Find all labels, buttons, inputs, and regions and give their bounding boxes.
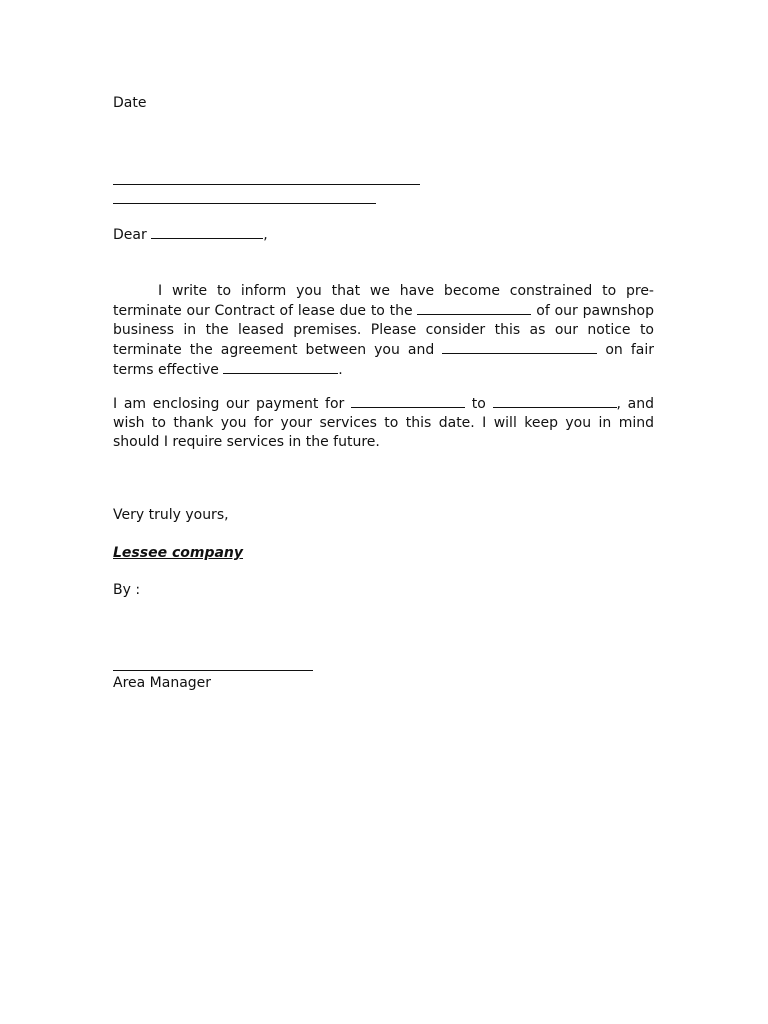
payment-from-blank [351,394,465,408]
party-blank [442,340,597,354]
effective-date-blank [223,360,338,374]
paragraph-payment [113,394,654,452]
paragraph-payment-text-2: to [471,396,486,412]
paragraph-notice [113,282,654,380]
recipient-name-line [113,184,420,185]
salutation [113,225,268,245]
signatory-title: Area Manager [113,675,212,691]
reason-blank [417,301,531,315]
salutation-name-blank [151,225,263,239]
closing: Very truly yours, [113,507,229,523]
paragraph-notice-text-3: on fair terms effective [113,342,654,378]
company-name: Lessee company [113,545,244,561]
paragraph-notice-text-2: of our pawnshop business in the leased premises. Please consider this as our notice to terminate the agreement between you and [113,303,655,358]
paragraph-payment-text-3: , and wish to thank you for your services to this date. I will keep you in mind should I require services in the future. [113,396,654,450]
paragraph-notice-text-1: I write to inform you that we have become constrained to pre-terminate our Contract of lease due to the [113,283,654,319]
date-label: Date [113,95,147,111]
paragraph-payment-text-1: I am enclosing our payment for [113,396,345,412]
by-label: By : [113,582,141,598]
salutation-comma: , [263,227,268,243]
signature-line [113,670,313,671]
payment-to-blank [493,394,617,408]
salutation-text: Dear [113,227,147,243]
recipient-address-line [113,203,376,204]
paragraph-notice-period: . [338,362,343,378]
